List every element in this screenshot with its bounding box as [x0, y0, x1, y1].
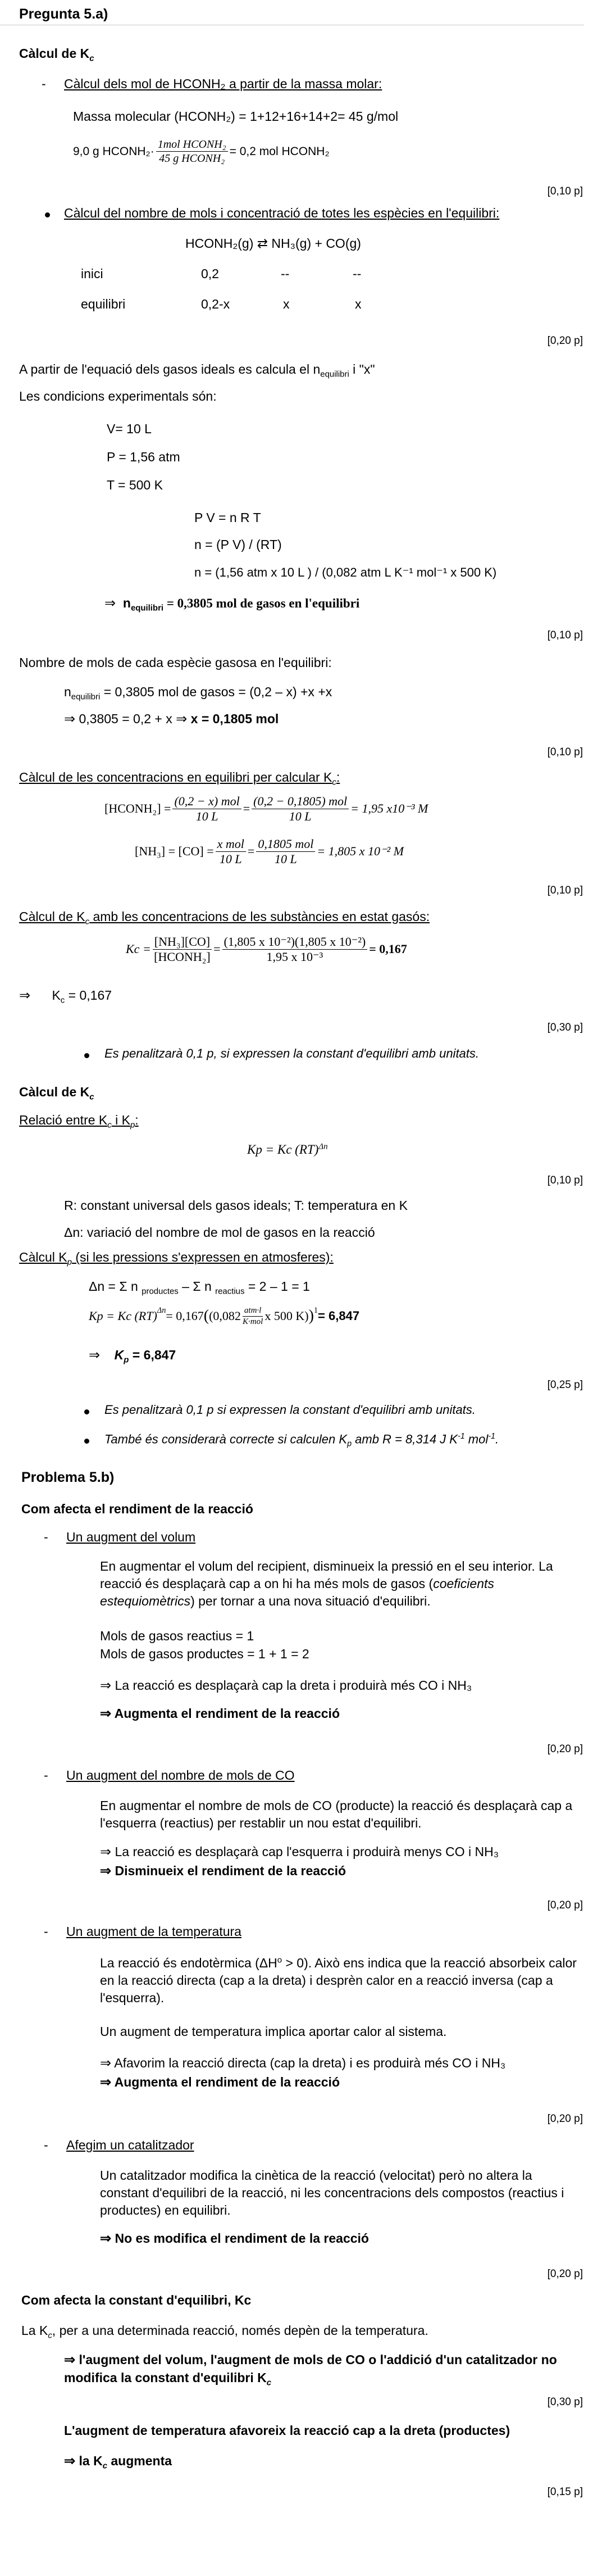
implies-arrow: ⇒ [64, 2453, 76, 2469]
ideal-gas-n: n = (P V) / (RT) [194, 537, 282, 552]
yield-heading: Com afecta el rendiment de la reacció [21, 1502, 253, 1516]
list-dash: - [44, 1530, 48, 1544]
ideal-gas-law: P V = n R T [194, 510, 261, 525]
ice-eq-co: x [355, 297, 362, 311]
implies-arrow: ⇒ [100, 2231, 112, 2246]
temperature-favours: L'augment de temperatura afavoreix la reacció cap a la dreta (productes) [64, 2423, 510, 2438]
section-title-5a: Pregunta 5.a) [19, 6, 108, 22]
mass-conversion-equation: 9,0 g HCONH₂· $\frac{\text{1mol HCONH₂}}{\text{45 g HCONH₂}}$ = 0,2 mol HCONH₂ [73, 138, 330, 165]
dn-calculation: Δn = Σ n $_{productes}$ – Σ n $_{reactius}$ = 2 – 1 = 1 [89, 1279, 310, 1296]
condition-pressure: P = 1,56 atm [107, 450, 180, 464]
co-explanation: En augmentar el nombre de mols de CO (producte) la reacció és desplaçarà cap a l'esquerra (reactius) per restablir un nou estat d'equilibri. [100, 1798, 573, 1831]
bullet [84, 1439, 89, 1444]
kc-heading-2: Càlcul de $K_c$ [19, 1085, 94, 1102]
points-label: [0,20 p] [547, 1743, 583, 1755]
ice-label-inici: inici [81, 266, 103, 281]
penalty-note-1: Es penalitzarà 0,1 p, si expressen la constant d'equilibri amb unitats. [104, 1046, 480, 1060]
bullet [84, 1053, 89, 1058]
implies-arrow: ⇒ [104, 596, 116, 611]
step1-title: Càlcul dels mol de HCONH₂ a partir de la massa molar: [64, 76, 382, 91]
catalyst-explanation: Un catalitzador modifica la cinètica de la reacció (velocitat) però no altera la constant d'equilibri de la reacció, ni les concentracions dels compostos (reactius i productes) en equilibri. [100, 2168, 564, 2218]
implies-arrow: ⇒ [64, 2352, 76, 2368]
implies-arrow: ⇒ [89, 1348, 101, 1363]
volume-explanation: En augmentar el volum del recipient, disminueix la pressió en el seu interior. La reacció és desplaçarà cap a on hi ha més mols de gasos (coeficients estequiomètrics) per tornar a una nova situació d'equilibri. [100, 1559, 553, 1609]
points-label: [0,20 p] [547, 2113, 583, 2125]
kp-final-result: ⇒ $K_p = 6,847$ [89, 1348, 176, 1365]
conc-nh3-co-equation: [NH₃] = [CO] = $\frac{\text{x mol}}{10 L}$ = $\frac{\text{0,1805 mol}}{10 L}$ = 1,805 x 10⁻² M [135, 837, 404, 867]
catalyst-result: ⇒ No es modifica el rendiment de la reacció [100, 2231, 369, 2246]
kc-dependence: La $K_c$, per a una determinada reacció, només depèn de la temperatura. [21, 2323, 428, 2341]
points-label: [0,10 p] [547, 1174, 583, 1186]
list-dash: - [44, 1924, 48, 1939]
implies-arrow: ⇒ [100, 2075, 112, 2090]
kp-kc-formula: Kp = Kc (RT)$^{\Delta n}$ [247, 1142, 328, 1157]
list-dash: - [42, 76, 46, 91]
molar-mass-line: Massa molecular (HCONH₂) = 1+12+16+14+2= 45 g/mol [73, 109, 399, 124]
condition-temperature: T = 500 K [107, 478, 163, 492]
kc-effect-heading: Com afecta la constant d'equilibri, Kc [21, 2293, 252, 2307]
points-label: [0,20 p] [547, 335, 583, 347]
ice-inici-reactant: 0,2 [201, 266, 219, 281]
temperature-shift: ⇒ Afavorim la reacció directa (cap la dreta) i es produirà més CO i NH₃ [100, 2056, 506, 2071]
temperature-explanation: La reacció és endotèrmica $(\Delta H^o > 0)$. Això ens indica que la reacció absorbeix calor en la reacció directa (cap a la dreta) i desprèn calor en a reacció inversa (cap a l'esquerra). [100, 1955, 577, 2006]
reaction-equation: HCONH₂(g) ⇄ NH₃(g) + CO(g) [185, 236, 361, 251]
condition-volume: V= 10 L [107, 421, 152, 436]
catalyst-title: Afegim un catalitzador [66, 2138, 194, 2152]
conditions-intro: Les condicions experimentals són: [19, 389, 217, 403]
volume-product-moles: Mols de gasos productes = 1 + 1 = 2 [100, 1647, 309, 1661]
x-solution-line: ⇒ 0,3805 = 0,2 + x ⇒ x = 0,1805 mol [64, 711, 279, 727]
penalty-note-2: Es penalitzarà 0,1 p si expressen la constant d'equilibri amb unitats. [104, 1403, 476, 1417]
kp-calc-title: Càlcul $K_p$ (si les pressions s'expressen en atmosferes): [19, 1250, 334, 1267]
points-label: [0,30 p] [547, 1022, 583, 1033]
implies-arrow: ⇒ [100, 1706, 112, 1721]
implies-arrow: ⇒ [100, 2056, 112, 2071]
ice-label-equilibri: equilibri [81, 297, 126, 311]
n-equilibri-result: ⇒ $n_{equilibri} = 0,3805$ mol de gasos en l'equilibri [104, 596, 360, 613]
volume-reactant-moles: Mols de gasos reactius = 1 [100, 1629, 254, 1643]
co-result: ⇒ Disminueix el rendiment de la reacció [100, 1863, 346, 1879]
r-definition: R: constant universal dels gasos ideals; T: temperatura en K [64, 1198, 408, 1213]
kc-heading-1: Càlcul de $K_c$ [19, 46, 94, 64]
temperature-result: ⇒ Augmenta el rendiment de la reacció [100, 2075, 340, 2090]
list-dash: - [44, 1768, 48, 1783]
section-title-5b: Problema 5.b) [21, 1470, 115, 1485]
temperature-explanation-2: Un augment de temperatura implica aportar calor al sistema. [100, 2024, 447, 2039]
kp-calculation: Kp = Kc (RT) $^{\Delta n}$ = 0,167 ( (0,082 $\frac{\text{atm·l}}{\text{K·mol}}$ x 500 K) ) $^1$ = 6,847 [89, 1306, 360, 1326]
implies-arrow: ⇒ [19, 988, 31, 1003]
temperature-title: Un augment de la temperatura [66, 1924, 241, 1939]
penalty-note-3: També és considerarà correcte si calculen $K_p$ amb R = 8,314 J $K^{-1}$ mol$^{-1}$. [104, 1432, 499, 1449]
dn-definition: Δn: variació del nombre de mol de gasos en la reacció [64, 1225, 375, 1240]
volume-result: ⇒ Augmenta el rendiment de la reacció [100, 1706, 340, 1721]
co-title: Un augment del nombre de mols de CO [66, 1768, 295, 1783]
step2-title: Càlcul del nombre de mols i concentració de totes les espècies en l'equilibri: [64, 206, 500, 220]
implies-arrow: ⇒ [176, 711, 188, 727]
volume-title: Un augment del volum [66, 1530, 196, 1544]
points-label: [0,10 p] [547, 629, 583, 641]
kc-final-result: ⇒ $K_c = 0,167$ [19, 988, 112, 1005]
points-label: [0,30 p] [547, 2396, 583, 2408]
ideal-gas-intro: A partir de l'equació dels gasos ideals es calcula el $n_{equilibri}$ i "x" [19, 362, 375, 379]
kc-increase: ⇒ la $K_c$ augmenta [64, 2453, 172, 2471]
implies-arrow: ⇒ [64, 711, 76, 727]
bullet [45, 212, 50, 217]
points-label: [0,20 p] [547, 1899, 583, 1911]
implies-arrow: ⇒ [100, 1863, 112, 1879]
conc-hconh2-equation: [HCONH₂] = $\frac{\text{(0,2 − x) mol}}{10 L}$ = $\frac{\text{(0,2 − 0,1805) mol}}{10 L}$ = 1,95 x10⁻³ M [104, 794, 428, 824]
kc-equation: Kc = $\frac{\text{[NH₃][CO]}}{\text{[HCONH₂]}}$ = $\frac{\text{(1,805 x 10⁻²)(1,805 x 10⁻²)}}{\text{1,95 x 10⁻³}}$ = 0,167 [126, 935, 407, 964]
ice-inici-co: -- [353, 266, 362, 281]
list-dash: - [44, 2138, 48, 2152]
ice-inici-nh3: -- [281, 266, 290, 281]
co-shift: ⇒ La reacció es desplaçarà cap l'esquerra i produirà menys CO i NH₃ [100, 1844, 499, 1860]
points-label: [0,25 p] [547, 1379, 583, 1391]
moles-intro: Nombre de mols de cada espècie gasosa en l'equilibri: [19, 655, 332, 670]
points-label: [0,10 p] [547, 746, 583, 758]
volume-shift: ⇒ La reacció es desplaçarà cap la dreta i produirà més CO i NH₃ [100, 1678, 472, 1693]
ice-eq-nh3: x [283, 297, 290, 311]
points-label: [0,20 p] [547, 2268, 583, 2280]
ice-eq-reactant: 0,2-x [201, 297, 230, 311]
kc-conclusion: ⇒ l'augment del volum, l'augment de mols de CO o l'addició d'un catalitzador no modifica la constant d'equilibri $K_c$ [64, 2352, 557, 2388]
points-label: [0,10 p] [547, 885, 583, 896]
concentrations-title: Càlcul de les concentracions en equilibri per calcular $K_c$: [19, 770, 340, 787]
points-label: [0,10 p] [547, 185, 583, 197]
kc-calc-title: Càlcul de $K_c$ amb les concentracions de les substàncies en estat gasós: [19, 909, 430, 927]
bullet [84, 1409, 89, 1414]
n-equilibri-line: $n_{equilibri} = 0,3805$ mol de gasos = (0,2 – x) +x +x [64, 684, 332, 702]
kc-kp-relation-title: Relació entre $K_c$ i $K_p$: [19, 1113, 139, 1130]
ideal-gas-substitution: n = (1,56 atm x 10 L ) / (0,082 atm L K⁻¹ mol⁻¹ x 500 K) [194, 565, 497, 579]
points-label: [0,15 p] [547, 2486, 583, 2498]
implies-arrow: ⇒ [100, 1678, 112, 1693]
implies-arrow: ⇒ [100, 1844, 112, 1860]
